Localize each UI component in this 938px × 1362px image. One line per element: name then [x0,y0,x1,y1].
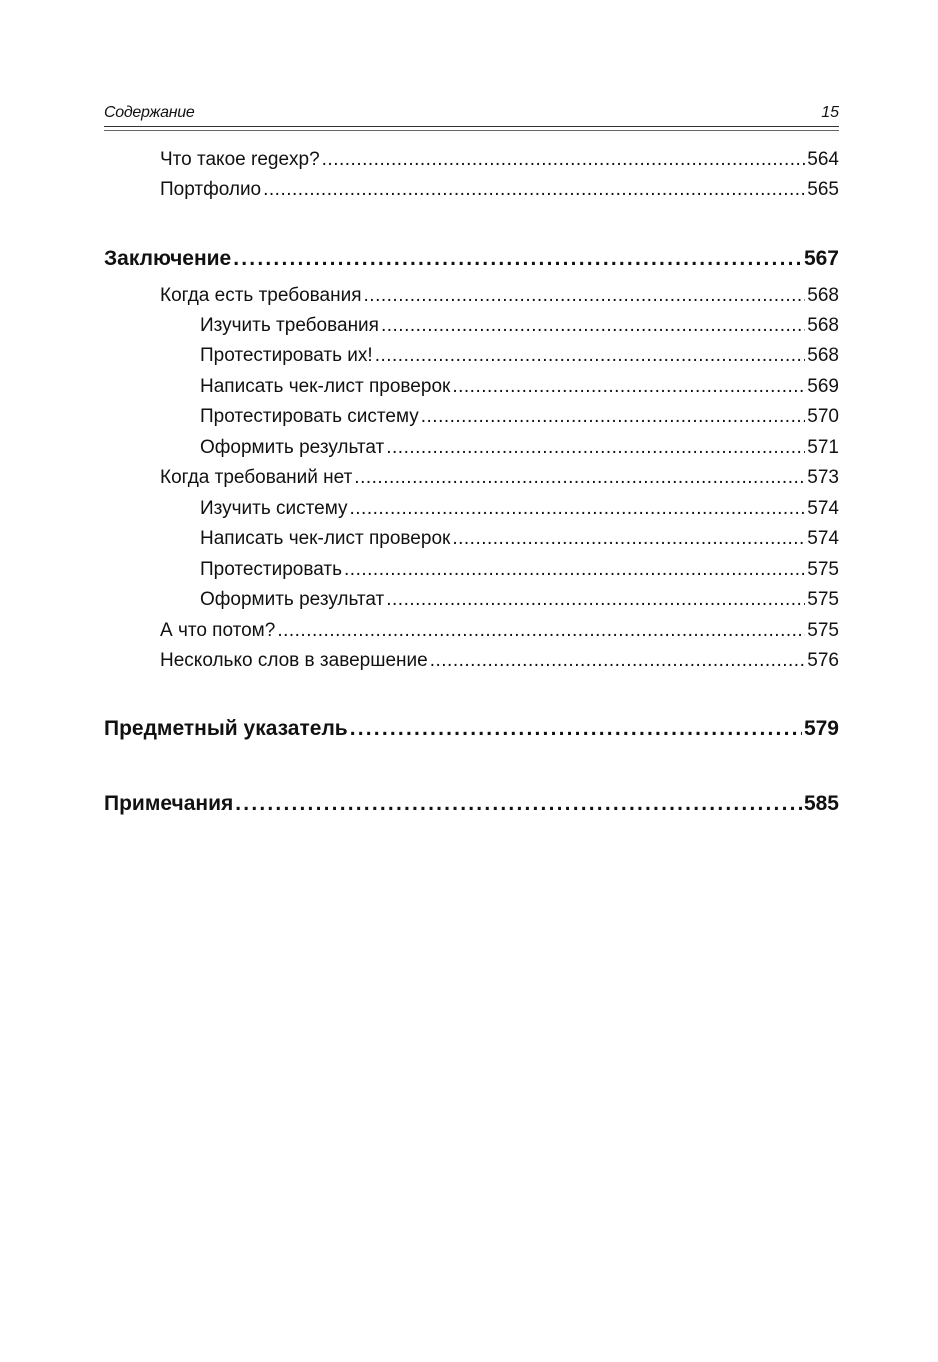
toc-dot-leader [322,149,806,171]
toc-chapter[interactable] [104,717,839,745]
header-rule-bottom [104,130,839,131]
toc-subentry-label: Оформить результат [200,589,385,610]
toc-chapter-label: Примечания [104,792,234,815]
toc-subentry[interactable] [200,498,839,524]
toc-subentry[interactable] [200,406,839,432]
toc-subentry-page: 568 [807,345,839,366]
toc-subentry[interactable] [200,345,839,371]
toc-subentry-page: 571 [807,437,839,458]
toc-dot-leader [430,650,806,672]
toc-dot-leader [421,406,806,428]
toc-entry-page: 564 [807,149,839,170]
toc-subentry-page: 569 [807,376,839,397]
toc-dot-leader [375,345,806,367]
toc-dot-leader [364,285,806,307]
running-header-page-number: 15 [821,104,839,121]
toc-subentry-page: 570 [807,406,839,427]
toc-entry-label: Когда требований нет [160,467,353,488]
toc-entry-label: Портфолио [160,179,262,200]
toc-entry[interactable] [160,650,839,676]
toc-subentry[interactable] [200,589,839,615]
toc-entry-page: 565 [807,179,839,200]
toc-chapter[interactable] [104,792,839,820]
toc-chapter-label: Заключение [104,247,232,270]
toc-subentry-label: Оформить результат [200,437,385,458]
toc-dot-leader [350,498,806,520]
toc-entry-label: Когда есть требования [160,285,362,306]
toc-entry-page: 573 [807,467,839,488]
toc-subentry-label: Написать чек-лист проверок [200,376,451,397]
toc-entry[interactable] [160,467,839,493]
toc-dot-leader [386,437,805,459]
toc-dot-leader [452,376,805,398]
toc-entry[interactable] [160,179,839,205]
toc-chapter-label: Предметный указатель [104,717,348,740]
toc-dot-leader [277,620,805,642]
toc-chapter-page: 567 [803,247,839,270]
toc-entry-label: Несколько слов в завершение [160,650,428,671]
toc-dot-leader [350,717,802,741]
toc-entry-label: Что такое regexp? [160,149,320,170]
toc-dot-leader [386,589,805,611]
toc-entry-page: 575 [807,620,839,641]
toc-subentry[interactable] [200,437,839,463]
toc-subentry-page: 568 [807,315,839,336]
toc-subentry[interactable] [200,315,839,341]
toc-chapter-page: 579 [803,717,839,740]
toc-entry-page: 576 [807,650,839,671]
toc-subentry-label: Протестировать систему [200,406,419,427]
toc-chapter[interactable] [104,247,839,275]
toc-subentry-label: Написать чек-лист проверок [200,528,451,549]
toc-subentry-label: Протестировать их! [200,345,373,366]
toc-subentry-page: 574 [807,498,839,519]
toc-entry-label: А что потом? [160,620,276,641]
toc-subentry-label: Изучить систему [200,498,348,519]
toc-dot-leader [233,247,802,271]
toc-dot-leader [452,528,805,550]
toc-entry-page: 568 [807,285,839,306]
toc-subentry-label: Изучить требования [200,315,379,336]
toc-subentry[interactable] [200,528,839,554]
toc-subentry-page: 575 [807,589,839,610]
toc-subentry[interactable] [200,376,839,402]
toc-chapter-page: 585 [803,792,839,815]
header-rule-top [104,126,839,127]
toc-subentry[interactable] [200,559,839,585]
toc-subentry-page: 574 [807,528,839,549]
toc-dot-leader [235,792,802,816]
toc-dot-leader [354,467,805,489]
running-header-title: Содержание [104,104,195,121]
toc-dot-leader [263,179,805,201]
toc-subentry-label: Протестировать [200,559,343,580]
running-header [104,104,839,126]
toc-dot-leader [344,559,805,581]
toc-subentry-page: 575 [807,559,839,580]
toc-entry[interactable] [160,285,839,311]
toc-dot-leader [381,315,805,337]
toc-entry[interactable] [160,149,839,175]
toc-entry[interactable] [160,620,839,646]
